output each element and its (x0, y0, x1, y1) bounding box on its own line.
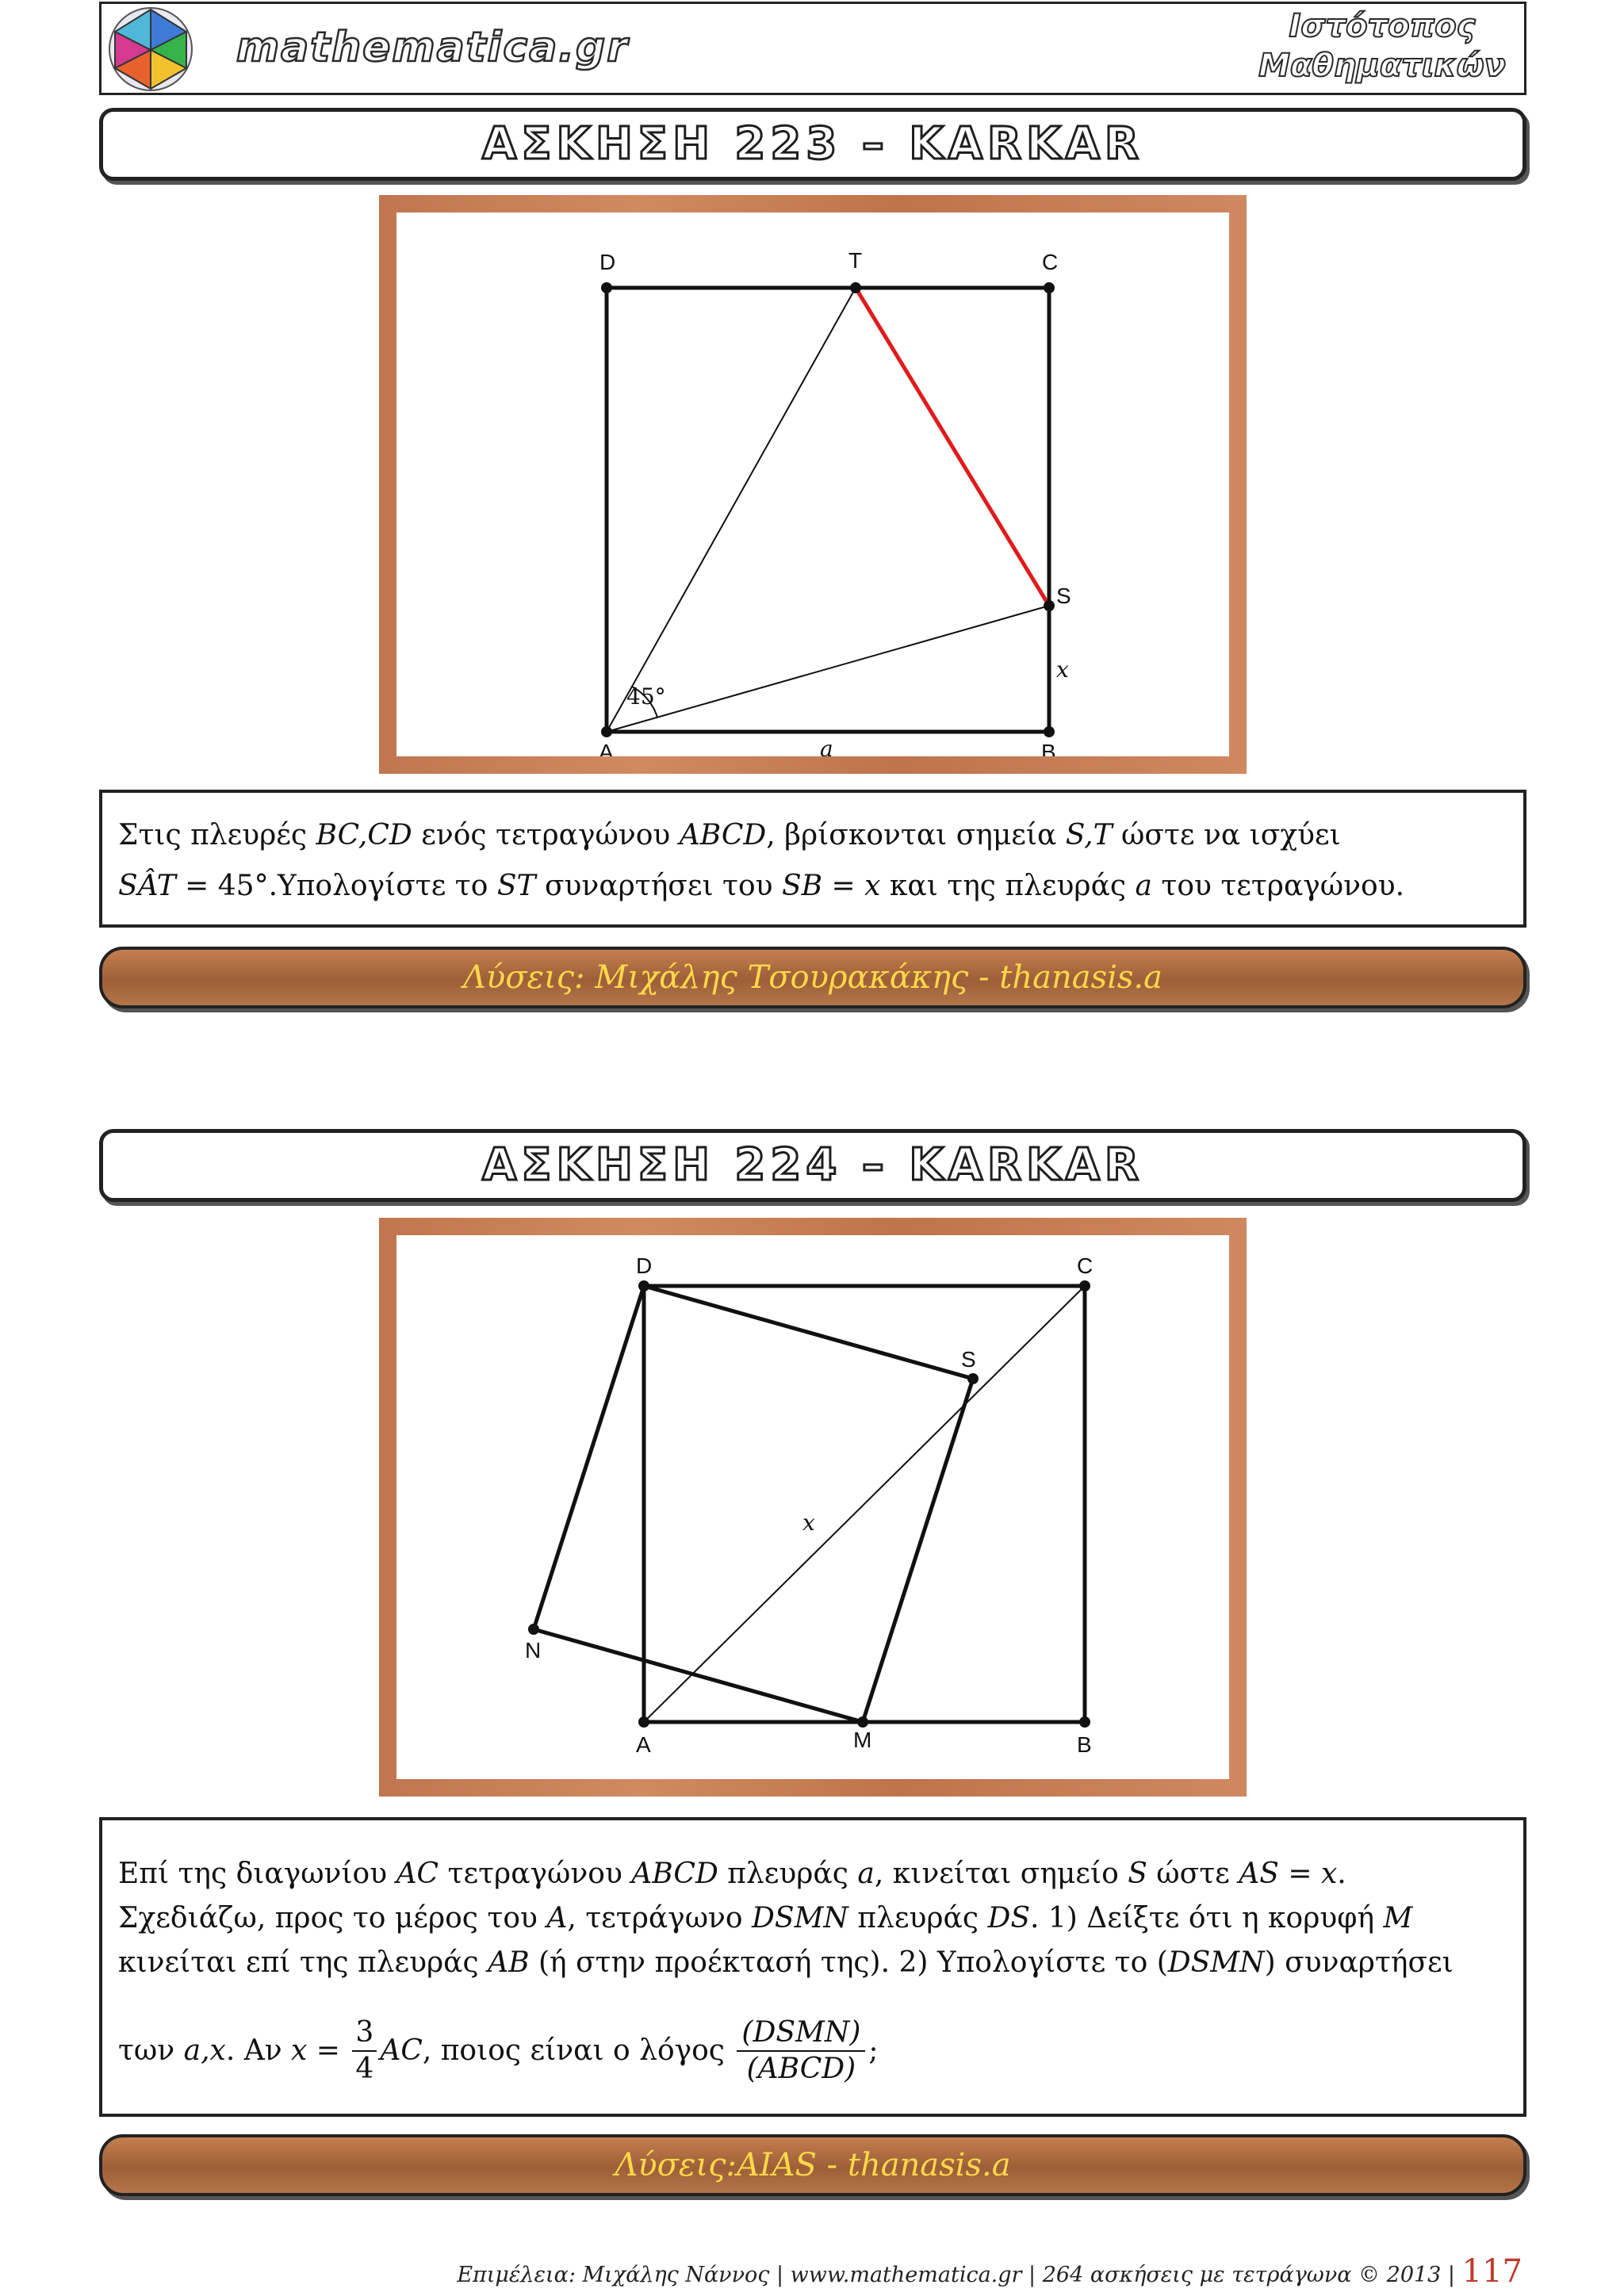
segment-at (607, 288, 856, 732)
exercise-223-figure (396, 212, 1229, 756)
label-m: M (853, 1728, 872, 1752)
footer-credits: Επιμέλεια: Μιχάλης Νάννος | www.mathematica.gr | 264 ασκήσεις με τετράγωνα © 2013 | (457, 2263, 1456, 2287)
page-number: 117 (1461, 2253, 1522, 2290)
segment-as (607, 606, 1049, 732)
label-s: S (961, 1347, 976, 1372)
exercise-224-title: ΑΣΚΗΣΗ 224 – KARKAR (481, 1139, 1144, 1191)
exercise-224-problem-box (99, 1817, 1526, 2117)
square-dsmn (534, 1286, 973, 1722)
exercise-224-figure-frame (379, 1218, 1247, 1797)
point-t (850, 282, 861, 293)
diagonal-ac (644, 1286, 1085, 1722)
exercise-224-problem-line2: Σχεδιάζω, προς το μέρος του A, τετράγωνο DSMN πλευράς DS. 1) Δείξτε ότι η κορυφή M (118, 1902, 1413, 1934)
point-c (1079, 1280, 1090, 1292)
site-tagline-line2: Μαθηματικών (1258, 48, 1506, 84)
point-m (857, 1716, 868, 1728)
label-c: C (1042, 250, 1059, 274)
exercise-223-solutions-bar[interactable] (99, 947, 1526, 1008)
exercise-223-problem-line2: SÂT = 45°.Υπολογίστε το ST συναρτήσει του SB = x και της πλευράς a του τετραγώνου. (118, 870, 1405, 902)
exercise-223-title-bar (99, 108, 1526, 181)
point-d (601, 282, 612, 293)
square-abcd (607, 288, 1049, 732)
exercise-223-figure-frame (379, 195, 1247, 774)
point-a (601, 726, 612, 737)
exercise-224-figure (396, 1235, 1229, 1779)
point-a (638, 1716, 649, 1728)
segment-st (856, 288, 1049, 606)
label-a: A (636, 1732, 651, 1757)
point-d (638, 1280, 649, 1292)
point-n (528, 1624, 539, 1635)
site-name[interactable]: mathematica.gr (236, 24, 629, 71)
label-t: T (848, 248, 863, 273)
exercise-224-solutions-bar[interactable] (99, 2134, 1526, 2196)
label-s: S (1056, 584, 1071, 608)
label-b: B (1077, 1732, 1092, 1757)
exercise-224-problem-line3: κινείται επί της πλευράς AB (ή στην προέκτασή της). 2) Υπολογίστε το (DSMN) συναρτήσει (118, 1946, 1454, 1979)
exercise-224-problem-line4: των a,x . Αν x = $\frac{3}{4}$ AC , ποιος είναι ο λόγος (DSMN) (ABCD) ; (118, 2016, 879, 2085)
point-s (967, 1373, 979, 1384)
label-b: B (1041, 740, 1056, 756)
point-c (1044, 282, 1055, 293)
label-angle-45: 45° (626, 683, 666, 710)
exercise-224-problem-line1: Επί της διαγωνίου AC τετραγώνου ABCD πλευράς a, κινείται σημείο S ώστε AS = x. (118, 1858, 1346, 1890)
point-s (1044, 600, 1055, 611)
fraction-three-quarters: $\frac{3}{4}$ (352, 2015, 377, 2087)
exercise-224-title-bar (99, 1129, 1526, 1202)
page-footer (0, 2253, 1522, 2290)
label-d: D (636, 1253, 653, 1278)
label-a-side: a (820, 736, 833, 756)
label-a: A (599, 740, 614, 756)
site-tagline-line1: Ιστότοπος (1289, 8, 1476, 44)
exercise-223-problem-line1: Στις πλευρές BC,CD ενός τετραγώνου ABCD, βρίσκονται σημεία S,T ώστε να ισχύει (118, 819, 1341, 851)
label-d: D (599, 250, 616, 274)
exercise-224-solutions-link[interactable]: Λύσεις:AIAS - thanasis.a (615, 2147, 1011, 2183)
point-b (1079, 1716, 1090, 1728)
exercise-223-title: ΑΣΚΗΣΗ 223 – KARKAR (481, 118, 1144, 170)
label-x: x (802, 1510, 815, 1536)
mathematica-logo (99, 5, 202, 94)
label-n: N (525, 1638, 542, 1663)
exercise-223-problem-box (99, 790, 1526, 928)
label-x: x (1056, 656, 1069, 683)
site-tagline (1251, 6, 1513, 86)
fraction-area-ratio: (DSMN) (ABCD) (737, 2015, 865, 2087)
point-b (1044, 726, 1055, 737)
label-c: C (1077, 1253, 1094, 1278)
exercise-223-solutions-link[interactable]: Λύσεις: Μιχάλης Τσουρακάκης - thanasis.a (463, 959, 1162, 996)
